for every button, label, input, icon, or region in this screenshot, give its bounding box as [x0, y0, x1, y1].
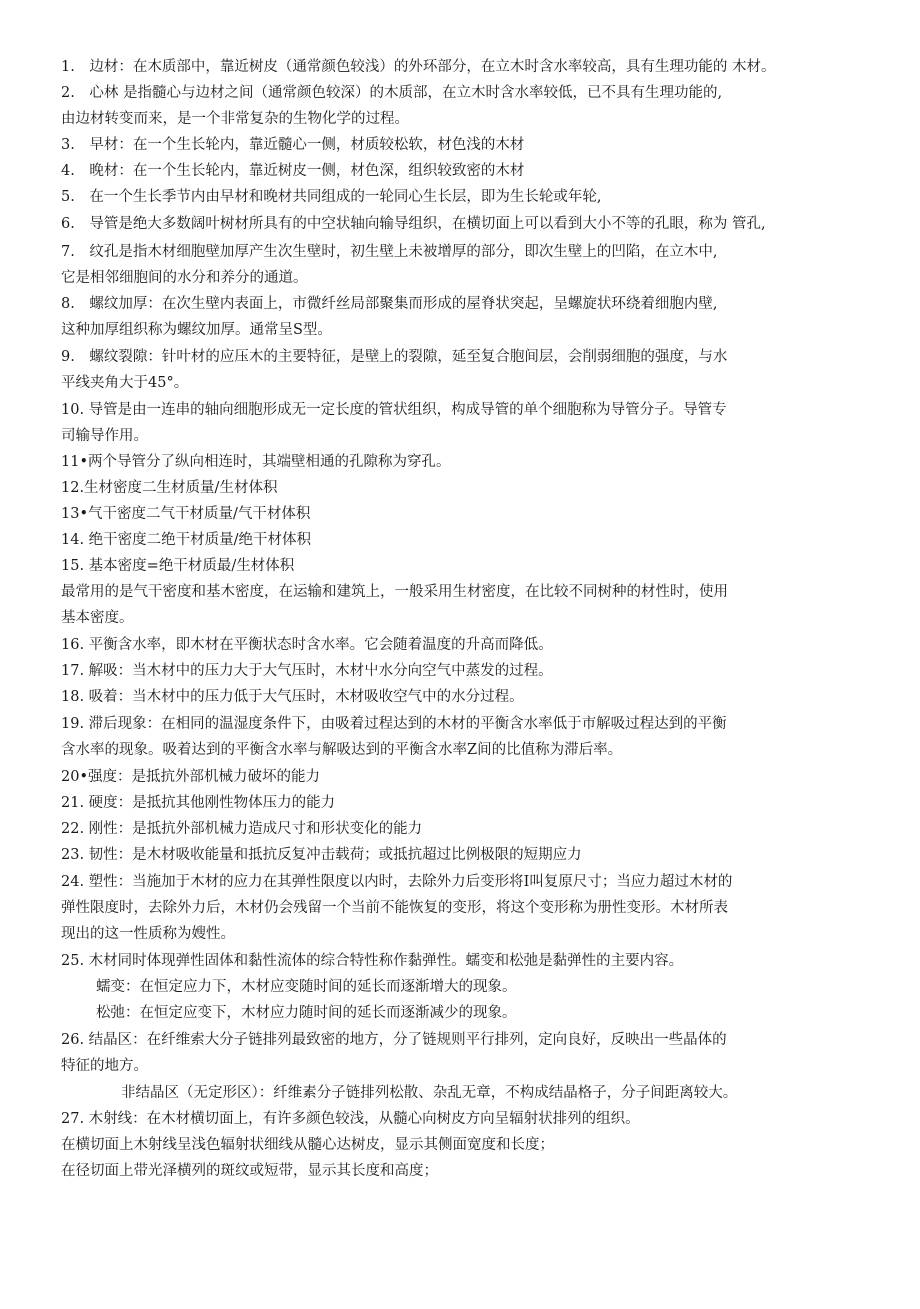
text-line: 司输导作用。 — [61, 428, 148, 444]
text-line: 9. 螺纹裂隙：针叶材的应压木的主要特征，是壁上的裂隙，延至复合胞间层，会削弱细胞的强度，与水 — [61, 349, 728, 365]
text-line: 这种加厚组织称为螺纹加厚。通常呈S型。 — [61, 322, 332, 338]
text-line: 由边材转变而来，是一个非常复杂的生物化学的过程。 — [61, 111, 409, 127]
text-line: 12.生材密度二生材质量/生材体积 — [61, 480, 278, 496]
text-line: 25. 木材同时体现弹性固体和黏性流体的综合特性称作黏弹性。蠕变和松弛是黏弹性的主要内容。 — [61, 953, 684, 969]
text-line: 17. 解吸：当木材中的压力大于大气压时，木材屮水分向空气中蒸发的过程。 — [61, 663, 553, 679]
text-line: 含水率的现象。吸着达到的平衡含水率与解吸达到的平衡含水率Z间的比值称为滞后率。 — [61, 742, 623, 758]
text-line: 15. 基本密度=绝干材质最/生材体积 — [61, 558, 295, 574]
text-line: 蠕变：在恒定应力下，木材应变随时间的延长而逐渐增大的现象。 — [96, 979, 517, 995]
text-line: 22. 刚性：是抵抗外部机械力造成尺寸和形状变化的能力 — [61, 821, 423, 837]
text-line: 24. 塑性：当施加于木材的应力在其弹性限度以内时，去除外力后变形将I叫复原尺寸；当应力超过木材的 — [61, 874, 733, 890]
text-line: 16. 平衡含水率，即木材在平衡状态时含水率。它会随着温度的升高而降低。 — [61, 637, 553, 653]
text-line: 弹性限度时，去除外力后，木材仍会残留一个当前不能恢复的变形，将这个变形称为册性变形。木材所表 — [61, 900, 728, 916]
text-line: 26. 结晶区：在纤维索大分子链排列最致密的地方，分了链规则平行排列，定向良好，反映出一些晶体的 — [61, 1032, 727, 1048]
text-line: 1. 边材：在木质部中，靠近树皮（通常颜色较浅）的外环部分，在立木时含水率较高，具有生理功能的 木材。 — [61, 59, 776, 75]
text-line: 14. 绝干密度二绝干材质量/绝干材体积 — [61, 532, 312, 548]
text-line: 4. 晚材：在一个生长轮内，靠近树皮一侧，材色深，组织较致密的木材 — [61, 163, 525, 179]
text-line: 最常用的是气干密度和基木密度，在运输和建筑上，一般采用生材密度，在比较不同树种的材性时，使用 — [61, 584, 728, 600]
text-line: 在横切面上木射线呈浅色辐射状细线从髓心达树皮，显示其侧面宽度和长度； — [61, 1137, 554, 1153]
text-line: 松弛：在恒定应变下，木材应力随时间的延长而逐渐减少的现象。 — [96, 1005, 517, 1021]
text-line: 11•两个导管分了纵向相连时，其端壁相通的孔隙称为穿孔。 — [61, 454, 451, 470]
text-line: 现出的这一性质称为嫂性。 — [61, 926, 235, 942]
text-line: 27. 木射线：在木材横切面上，有许多颜色较浅，从髓心向树皮方向呈辐射状排列的组织。 — [61, 1111, 640, 1127]
text-line: 平线夹角大于45°。 — [61, 375, 189, 391]
text-line: 基本密度。 — [61, 610, 134, 626]
text-line: 20•强度：是抵抗外部机械力破坏的能力 — [61, 769, 321, 785]
text-line: 13•气干密度二气干材质量/气干材体积 — [61, 506, 311, 522]
text-line: 特征的地方。 — [61, 1058, 148, 1074]
text-line: 5. 在一个生长季节内由早材和晚材共同组成的一轮同心生长层，即为生长轮或年轮, — [61, 189, 602, 205]
text-line: 3. 早材：在一个生长轮内，靠近髓心一侧，材质较松软，材色浅的木材 — [61, 137, 525, 153]
text-line: 23. 韧性：是木材吸收能量和抵抗反复冲击载荷；或抵抗超过比例极限的短期应力 — [61, 847, 582, 863]
text-line: 7. 纹孔是指木材细胞壁加厚产生次生壁时，初生壁上未被增厚的部分，即次生壁上的凹陷，在立木中, — [61, 244, 718, 260]
text-line: 18. 吸着：当木材中的压力低于大气压时，木材吸收空气中的水分过程。 — [61, 689, 524, 705]
text-line: 19. 滞后现象：在相同的温湿度条件下，由吸着过程达到的木材的平衡含水率低于市解吸过程达到的平衡 — [61, 716, 727, 732]
text-line: 10. 导管是由一连串的轴向细胞形成无一定长度的管状组织，构成导管的单个细胞称为导管分子。导管专 — [61, 402, 727, 418]
text-line: 6. 导管是绝大多数阔叶树材所具有的中空状轴向输导组织，在横切面上可以看到大小不等的孔眼，称为 管孔, — [61, 216, 766, 232]
text-line: 它是相邻细胞间的水分和养分的通道。 — [61, 270, 308, 286]
text-line: 21. 硬度：是抵抗其他刚性物体压力的能力 — [61, 795, 336, 811]
text-line: 非结晶区（无定形区）：纤维素分子链排列松散、杂乱无章，不构成结晶格子，分子间距离较大。 — [121, 1085, 738, 1101]
text-line: 8. 螺纹加厚：在次生壁内表面上，市微纤丝局部聚集而形成的屋脊状突起，呈螺旋状环绕着细胞内壁, — [61, 296, 718, 312]
text-line: 在径切面上带光泽横列的斑纹或短带，显示其长度和高度； — [61, 1163, 438, 1179]
text-line: 2. 心林 是指髓心与边材之间（通常颜色较深）的木质部，在立木时含水率较低，已不具有生理功能的, — [61, 85, 723, 101]
